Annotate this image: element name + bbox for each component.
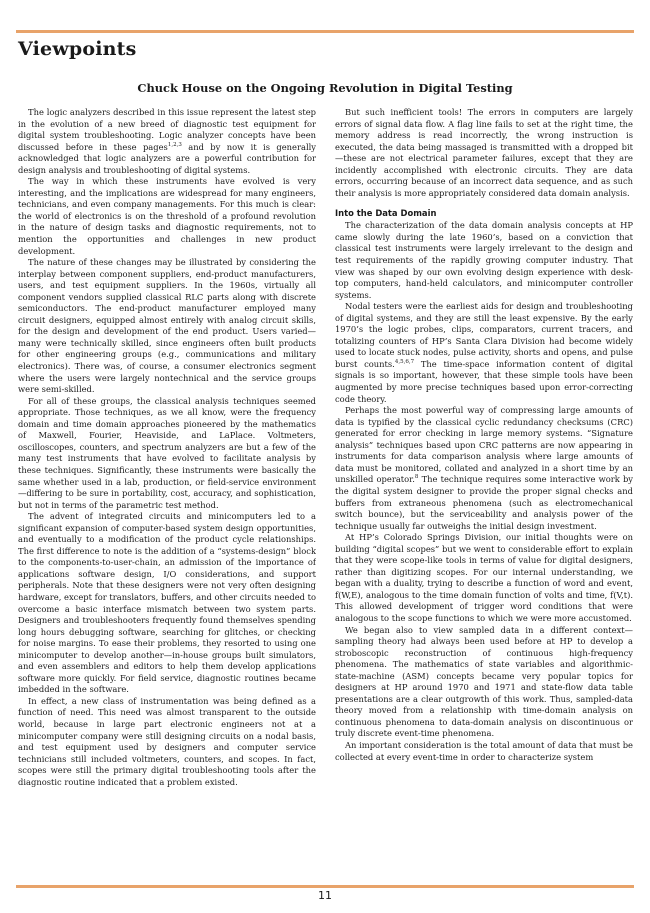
paragraph: For all of these groups, the classical analysis techniques seemed appropriate. Those techniques, as we all know, were the frequency domain and time domain approaches pioneered by the mathematics of Maxwell, Fourier, Heaviside, and LaPlace. Voltmeters, oscilloscopes, counters, and spectrum analyzers are but a few of the many test instruments that have evolved to facilitate analysis by these techniques. Significantly, these instruments were basically the same whether used in a lab, production, or field-service environment—differing to be sure in portability, cost, accuracy, and sophistication, but not in terms of the parametric test method. [18, 395, 316, 510]
paragraph: An important consideration is the total amount of data that must be collected at every event-time in order to characterize system [335, 739, 633, 762]
reference-superscript: 8 [414, 474, 419, 481]
top-rule [16, 30, 634, 33]
paragraph: Nodal testers were the earliest aids for design and troubleshooting of digital systems, and they are still the least expensive. By the early 1970’s the logic probes, clips, comparators, current tracers, and totalizing counters of HP’s Santa Clara Division had become widely used to locate stuck nodes, pulse activity, shorts and opens, and pulse burst counts.$^{4,5,6,7}$ The time-space information content of digital signals is so important, however, that these simple tools have been augmented by more precise techniques based upon error-correcting code theory. [335, 301, 633, 404]
paragraph: The way in which these instruments have evolved is very interesting, and the implications are widespread for many engineers, technicians, and even company managements. For this much is clear: the world of electronics is on the threshold of a profound revolution in the nature of design tasks and diagnostic requirements, not to mention the opportunities and challenges in new product development. [18, 176, 316, 256]
paragraph: We began also to view sampled data in a different context—sampling theory had always been used before at HP to develop a stroboscopic reconstruction of continuous high-frequency phenomena. The mathematics of state variables and algorithmic-state-machine (ASM) concepts became very popular topics for designers at HP around 1970 and 1971 and state-flow data table presentations are a clear outgrowth of this work. Thus, sampled-data theory moved from a relationship with time-domain analysis on continuous phenomena to data-domain analysis on discontinuous or truly discrete event-time phenomena. [335, 624, 633, 739]
paragraph: The advent of integrated circuits and minicomputers led to a significant expansion of computer-based system design opportunities, and eventually to a modification of the product cycle relationships. The first difference to note is the addition of a “systems-design” block to the components-to-user-chain, an admission of the importance of applications software design, I/O considerations, and support peripherals. Note that these designers were not very often designing hardware, except for translators, buffers, and other circuits needed to overcome a basic interface mismatch between two system parts. Designers and troubleshooters frequently found themselves spending long hours debugging software, searching for glitches, or checking for noise margins. To ease their problems, they resorted to using one minicomputer to develop another—in-house groups built simulators, and even assemblers and editors to help them develop applications software more quickly. For field service, diagnostic routines became imbedded in the software. [18, 511, 316, 695]
article-title: Chuck House on the Ongoing Revolution in Digital Testing [137, 81, 513, 95]
paragraph: Perhaps the most powerful way of compressing large amounts of data is typified by the classical cyclic redundancy checksums (CRC) generated for error checking in large memory systems. “Signature analysis” techniques based upon CRC patterns are now appearing in instruments for data comparison analysis where large amounts of data must be monitored, collated and analyzed in a short time by an unskilled operator.$^8$ The technique requires some interactive work by the digital system designer to provide the proper signal checks and buffers from extraneous phenomena (such as electromechanical switch bounce), but the serviceability and analysis power of the technique usually far outweighs the initial design investment. [335, 405, 633, 531]
page-number: 11 [318, 889, 332, 902]
section-heading: Into the Data Domain [335, 208, 437, 219]
reference-superscript: 4,5,6,7 [394, 359, 415, 366]
section-title: Viewpoints [18, 38, 137, 60]
paragraph: The nature of these changes may be illustrated by considering the interplay between component suppliers, end-product manufacturers, users, and test equipment suppliers. In the 1960s, virtually all component vendors supplied classical RLC parts along with discrete semiconductors. The end-product manufacturer employed many circuit designers, equipped almost entirely with analog circuit skills, for the design and development of the end product. Users varied—many were technically skilled, since engineers often built products for other engineering groups (e.g., communications and military electronics). There was, of course, a consumer electronics segment where the users were largely nontechnical and the service groups were semi-skilled. [18, 257, 316, 395]
paragraph: But such inefficient tools! The errors in computers are largely errors of signal data flow. A flag line fails to set at the right time, the memory address is read incorrectly, the wrong instruction is executed, the data being massaged is transmitted with a dropped bit—these are not electrical parameter failures, except that they are incidently accomplished with electronic circuits. They are data errors, occurring because of an incorrect data sequence, and as such their analysis is more appropriately considered data domain analysis. [335, 107, 633, 198]
paragraph: At HP’s Colorado Springs Division, our initial thoughts were on building “digital scopes” but we went to considerable effort to explain that they were scope-like tools in terms of value for digital designers, rather than digitizing scopes. For our internal understanding, we began with a duality, trying to describe a function of word and event, f(W,E), analogous to the time domain function of volts and time, f(V,t). This allowed development of trigger word conditions that were analogous to the scope functions to which we were more accustomed. [335, 532, 633, 623]
paragraph: The characterization of the data domain analysis concepts at HP came slowly during the late 1960’s, based on a conviction that classical test instruments were largely irrelevant to the design and test requirements of the rapidly growing computer industry. That view was shaped by our own evolving design experience with desk-top computers, hand-held calculators, and minicomputer controller systems. [335, 220, 633, 300]
left-column [18, 107, 316, 879]
paragraph: In effect, a new class of instrumentation was being defined as a function of need. This need was almost transparent to the outside world, because in large part electronic engineers not at a minicomputer company were still designing circuits on a nodal basis, and test equipment used by designers and computer service technicians still included voltmeters, counters, and scopes. In fact, scopes were still the primary digital troubleshooting tools after the diagnostic routine indicated that a problem existed. [18, 695, 316, 787]
bottom-rule [16, 885, 634, 888]
right-column [335, 107, 633, 879]
reference-superscript: 1,2,3 [167, 141, 182, 148]
paragraph: The logic analyzers described in this issue represent the latest step in the evolution of a new breed of diagnostic test equipment for digital system troubleshooting. Logic analyzer concepts have been discussed before in these pages$^{1,2,3}$ and by now it is generally acknowledged that logic analyzers are a powerful contribution for design analysis and troubleshooting of digital systems. [18, 107, 316, 175]
